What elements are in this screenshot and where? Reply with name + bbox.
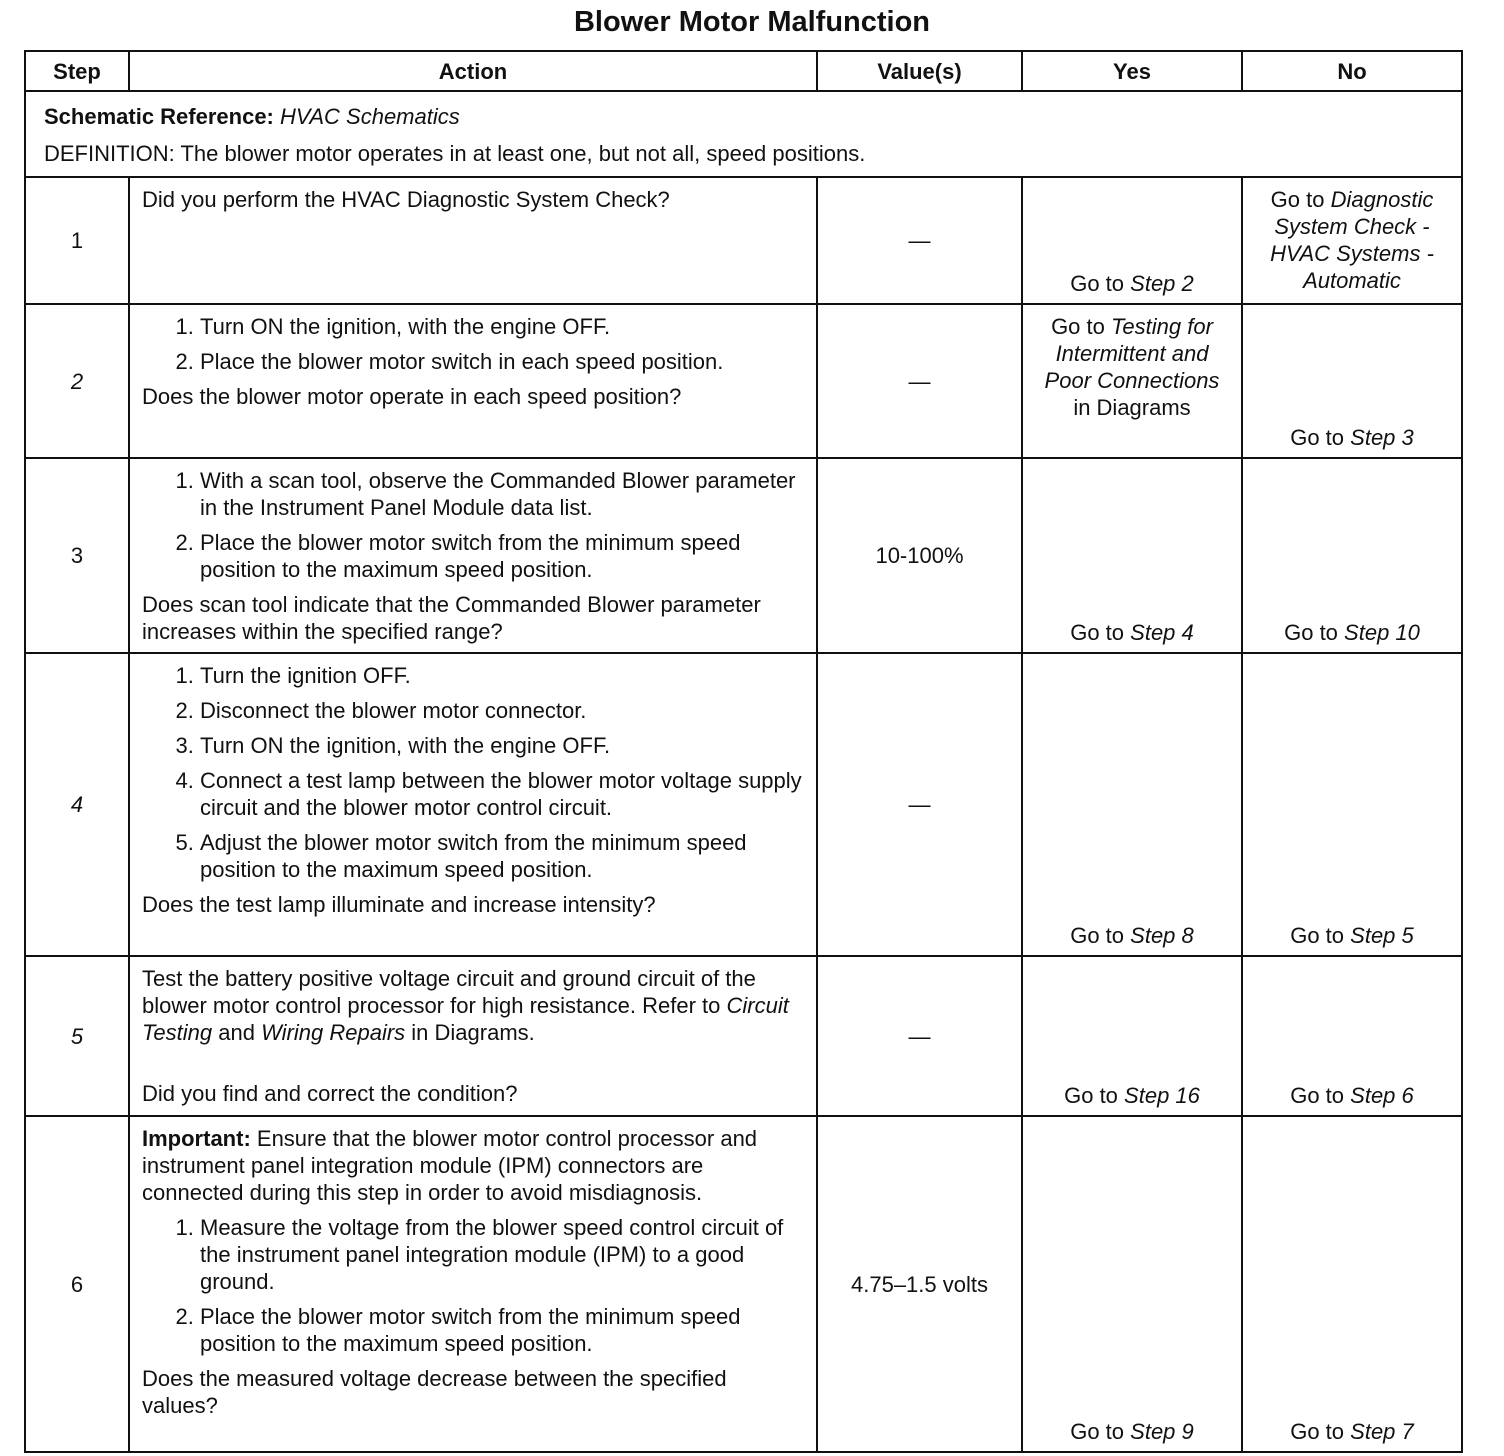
action-instruction: [142, 965, 806, 1046]
yes-link-line3[interactable]: Poor Connections: [1044, 368, 1220, 393]
table-row: [25, 956, 1462, 1116]
step-number: 6: [25, 1116, 129, 1452]
no-link[interactable]: Step 3: [1350, 425, 1414, 450]
header-row: [25, 51, 1462, 91]
step-number: [25, 653, 129, 956]
list-item: 4. Connect a test lamp between the blower motor voltage supply circuit and the blower motor control circuit.: [200, 767, 806, 821]
important-text: Ensure that the blower motor control processor and instrument panel integration module (IPM) connectors are connected during this step in order to avoid misdiagnosis.: [142, 1126, 758, 1205]
yes-cell: [1022, 653, 1242, 956]
action-cell: [129, 653, 817, 956]
no-cell: [1242, 458, 1462, 653]
list-item: 2. Place the blower motor switch in each speed position.: [200, 348, 806, 375]
action-cell: [129, 458, 817, 653]
no-cell: [1242, 956, 1462, 1116]
schematic-row: [25, 91, 1462, 177]
instruction-and: and: [218, 1020, 255, 1045]
yes-link-line2[interactable]: Intermittent and: [1055, 341, 1209, 366]
action-cell: [129, 304, 817, 458]
list-item: 1. With a scan tool, observe the Commanded Blower parameter in the Instrument Panel Module data list.: [200, 467, 806, 521]
wiring-repairs-link[interactable]: Wiring Repairs: [261, 1020, 406, 1045]
step-number: 3: [25, 458, 129, 653]
no-cell: [1242, 653, 1462, 956]
yes-cell: [1022, 1116, 1242, 1452]
definition-text: DEFINITION: The blower motor operates in at least one, but not all, speed positions.: [44, 141, 866, 166]
action-question: Does scan tool indicate that the Commanded Blower parameter increases within the specified range?: [142, 592, 761, 644]
yes-link[interactable]: Step 2: [1130, 271, 1194, 296]
table-row: [25, 1116, 1462, 1452]
list-item: 2. Disconnect the blower motor connector.: [200, 697, 806, 724]
step-number: [25, 304, 129, 458]
goto-label: Go to: [1290, 923, 1345, 948]
diagnostic-table: [24, 50, 1463, 1453]
yes-link-line1[interactable]: Testing for: [1111, 314, 1213, 339]
value-cell: 10-100%: [817, 458, 1022, 653]
important-note: [142, 1125, 806, 1206]
yes-link[interactable]: Step 8: [1130, 923, 1194, 948]
no-cell: [1242, 177, 1462, 304]
action-question: Did you find and correct the condition?: [142, 1081, 518, 1106]
step-number: 1: [25, 177, 129, 304]
goto-label: Go to: [1284, 620, 1338, 645]
action-list: [142, 662, 806, 883]
header-yes: Yes: [1022, 51, 1242, 91]
action-list: [142, 1214, 806, 1357]
list-item: 5. Adjust the blower motor switch from the minimum speed position to the maximum speed position.: [200, 829, 806, 883]
in-diagrams-text: in Diagrams: [1073, 395, 1191, 420]
step-number: [25, 956, 129, 1116]
no-link-line2[interactable]: System Check -: [1274, 214, 1430, 239]
value-cell: —: [817, 653, 1022, 956]
goto-label: Go to: [1290, 1419, 1345, 1444]
action-cell: [129, 1116, 817, 1452]
action-cell: [129, 177, 817, 304]
header-values: Value(s): [817, 51, 1022, 91]
no-link-line1[interactable]: Diagnostic: [1330, 187, 1434, 212]
value-cell: 4.75–1.5 volts: [817, 1116, 1022, 1452]
table-row: [25, 653, 1462, 956]
yes-link[interactable]: Step 4: [1130, 620, 1194, 645]
goto-label: Go to: [1064, 1083, 1118, 1108]
step-number-text: 2: [70, 368, 84, 394]
action-question: Does the blower motor operate in each speed position?: [142, 384, 682, 409]
goto-label: Go to: [1070, 1419, 1125, 1444]
list-item: 1. Turn the ignition OFF.: [200, 662, 806, 689]
action-list: [142, 313, 806, 375]
goto-label: Go to: [1270, 187, 1325, 212]
no-link[interactable]: Step 7: [1350, 1419, 1414, 1444]
yes-cell: [1022, 304, 1242, 458]
header-no: No: [1242, 51, 1462, 91]
yes-link[interactable]: Step 16: [1124, 1083, 1200, 1108]
list-item: 2. Place the blower motor switch from the minimum speed position to the maximum speed position.: [200, 529, 806, 583]
value-cell: —: [817, 956, 1022, 1116]
no-link-line4[interactable]: Automatic: [1303, 268, 1401, 293]
no-link[interactable]: Step 5: [1350, 923, 1414, 948]
important-label: Important:: [142, 1126, 251, 1151]
goto-label: Go to: [1070, 923, 1125, 948]
step-number-text: 4: [70, 792, 84, 817]
table-row: [25, 458, 1462, 653]
no-link[interactable]: Step 10: [1344, 620, 1420, 645]
action-list: [142, 467, 806, 583]
no-cell: [1242, 1116, 1462, 1452]
yes-link[interactable]: Step 9: [1130, 1419, 1194, 1444]
list-item: 3. Turn ON the ignition, with the engine OFF.: [200, 732, 806, 759]
table-row: [25, 177, 1462, 304]
yes-cell: [1022, 177, 1242, 304]
value-cell: —: [817, 304, 1022, 458]
goto-label: Go to: [1051, 314, 1105, 339]
header-step: Step: [25, 51, 129, 91]
action-question: Does the test lamp illuminate and increase intensity?: [142, 892, 656, 917]
goto-label: Go to: [1290, 425, 1345, 450]
schematic-label: Schematic Reference:: [44, 104, 274, 129]
goto-label: Go to: [1290, 1083, 1345, 1108]
value-cell: —: [817, 177, 1022, 304]
step-number-text: 5: [70, 1023, 84, 1049]
table-row: [25, 304, 1462, 458]
header-action: Action: [129, 51, 817, 91]
no-link-line3[interactable]: HVAC Systems -: [1270, 241, 1434, 266]
schematic-link[interactable]: HVAC Schematics: [280, 104, 460, 129]
list-item: 1. Measure the voltage from the blower speed control circuit of the instrument panel integration module (IPM) to a good ground.: [200, 1214, 806, 1295]
schematic-cell: [25, 91, 1462, 177]
action-cell: [129, 956, 817, 1116]
circuit-testing-link[interactable]: Circuit Testing: [142, 993, 789, 1045]
instruction-text: Test the battery positive voltage circuit and ground circuit of the blower motor control processor for high resistance. Refer to: [142, 966, 756, 1018]
goto-label: Go to: [1070, 620, 1125, 645]
action-question: Did you perform the HVAC Diagnostic System Check?: [142, 187, 670, 212]
list-item: 2. Place the blower motor switch from the minimum speed position to the maximum speed position.: [200, 1303, 806, 1357]
list-item: 1. Turn ON the ignition, with the engine OFF.: [200, 313, 806, 340]
no-link[interactable]: Step 6: [1350, 1083, 1414, 1108]
instruction-tail: in Diagrams.: [411, 1020, 535, 1045]
yes-cell: [1022, 458, 1242, 653]
action-question: Does the measured voltage decrease between the specified values?: [142, 1366, 727, 1418]
no-cell: [1242, 304, 1462, 458]
page-title: Blower Motor Malfunction: [573, 6, 931, 38]
goto-label: Go to: [1070, 271, 1125, 296]
yes-cell: [1022, 956, 1242, 1116]
